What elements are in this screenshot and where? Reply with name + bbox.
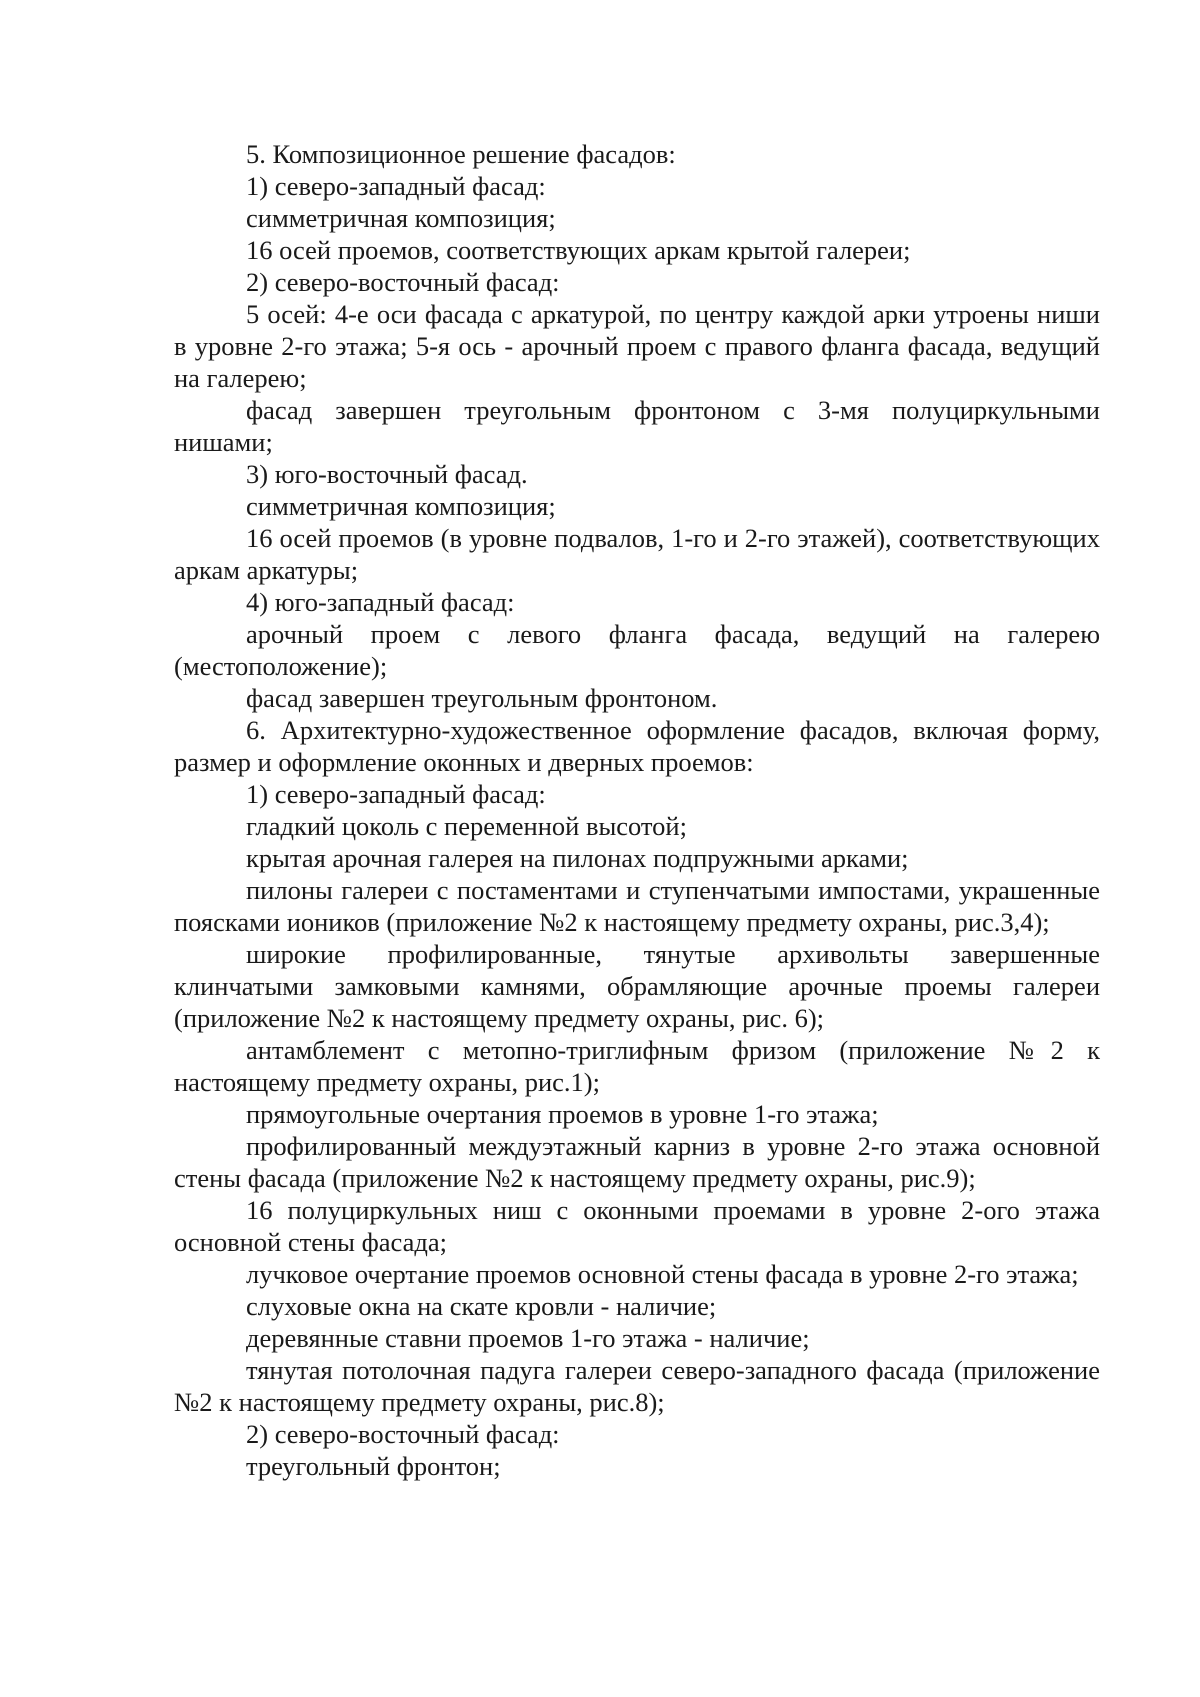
paragraph: антамблемент с метопно-триглифным фризом (приложение №2 к настоящему предмету охраны, рис.1); xyxy=(174,1035,1100,1097)
paragraph: фасад завершен треугольным фронтоном. xyxy=(246,683,718,713)
paragraph: слуховые окна на скате кровли - наличие; xyxy=(246,1291,717,1321)
paragraph-sw-facade: 4) юго-западный фасад: xyxy=(246,587,515,617)
paragraph: прямоугольные очертания проемов в уровне 1-го этажа; xyxy=(246,1099,879,1129)
paragraph-nw-facade: 1) северо-западный фасад: xyxy=(246,779,546,809)
paragraph: арочный проем с левого фланга фасада, ведущий на галерею (местоположение); xyxy=(174,619,1100,681)
paragraph: деревянные ставни проемов 1-го этажа - наличие; xyxy=(246,1323,810,1353)
paragraph-section-5-heading: 5. Композиционное решение фасадов: xyxy=(246,139,676,169)
paragraph: лучковое очертание проемов основной стены фасада в уровне 2-го этажа; xyxy=(246,1259,1079,1289)
paragraph-nw-facade: 1) северо-западный фасад: xyxy=(246,171,546,201)
paragraph: 16 осей проемов (в уровне подвалов, 1-го и 2-го этажей), соответствующих аркам аркатуры; xyxy=(174,523,1100,585)
paragraph: широкие профилированные, тянутые архивольты завершенные клинчатыми замковыми камнями, обрамляющие арочные проемы галереи (приложение №2 к настоящему предмету охраны, рис. 6); xyxy=(174,939,1100,1033)
paragraph-ne-facade: 2) северо-восточный фасад: xyxy=(246,1419,560,1449)
paragraph-section-6-heading: 6. Архитектурно-художественное оформление фасадов, включая форму, размер и оформление оконных и дверных проемов: xyxy=(174,715,1100,777)
document-body xyxy=(174,138,1100,1482)
paragraph: фасад завершен треугольным фронтоном с 3-мя полуциркульными нишами; xyxy=(174,395,1100,457)
paragraph: тянутая потолочная падуга галереи северо-западного фасада (приложение №2 к настоящему предмету охраны, рис.8); xyxy=(174,1355,1100,1417)
paragraph: 5 осей: 4-е оси фасада с аркатурой, по центру каждой арки утроены ниши в уровне 2-го этажа; 5-я ось - арочный проем с правого фланга фасада, ведущий на галерею; xyxy=(174,299,1100,393)
paragraph-se-facade: 3) юго-восточный фасад. xyxy=(246,459,528,489)
paragraph: 16 осей проемов, соответствующих аркам крытой галереи; xyxy=(246,235,911,265)
paragraph-ne-facade: 2) северо-восточный фасад: xyxy=(246,267,560,297)
paragraph: крытая арочная галерея на пилонах подпружными арками; xyxy=(246,843,909,873)
paragraph: гладкий цоколь с переменной высотой; xyxy=(246,811,687,841)
paragraph: профилированный междуэтажный карниз в уровне 2-го этажа основной стены фасада (приложение №2 к настоящему предмету охраны, рис.9); xyxy=(174,1131,1100,1193)
paragraph: симметричная композиция; xyxy=(246,203,556,233)
paragraph: пилоны галереи с постаментами и ступенчатыми импостами, украшенные поясками иоников (приложение №2 к настоящему предмету охраны, рис.3,4); xyxy=(174,875,1100,937)
paragraph: симметричная композиция; xyxy=(246,491,556,521)
paragraph: треугольный фронтон; xyxy=(246,1451,501,1481)
paragraph: 16 полуциркульных ниш с оконными проемами в уровне 2-ого этажа основной стены фасада; xyxy=(174,1195,1100,1257)
